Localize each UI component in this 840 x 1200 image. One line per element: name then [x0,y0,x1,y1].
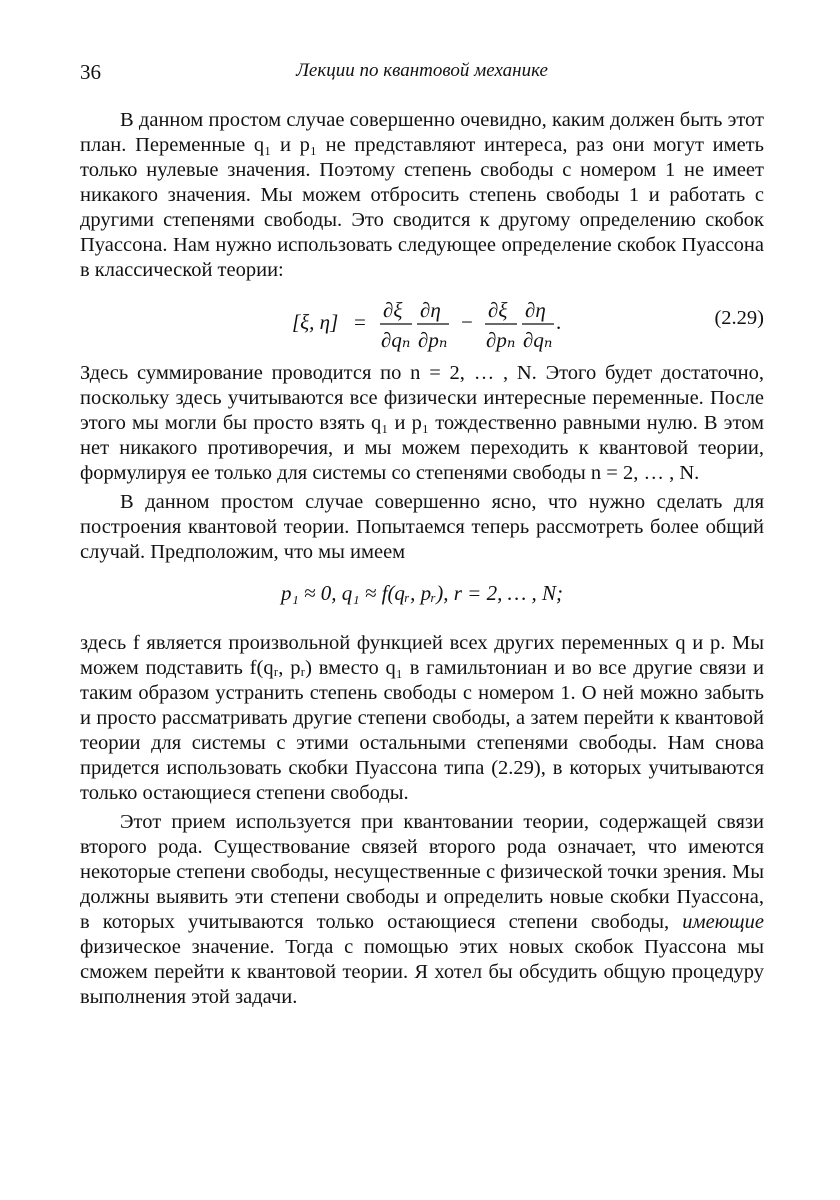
equation-2-29-svg [80,283,764,361]
eq-equals: = [354,310,366,334]
eq-t2-num-b: ∂η [525,298,546,322]
constraint-equation [80,565,764,625]
eq-t1-den-b: ∂pₙ [418,328,448,352]
page-number: 36 [80,60,101,84]
paragraph-4: здесь f является произвольной функцией всех других переменных q и p. Мы можем подставить f(qᵣ, pᵣ) вместо q₁ в гамильтониан и во все другие связи и таким образом устранить степень свободы с номером 1. О ней можно забыть и просто рассматривать другие степени свободы, а затем перейти к квантовой теории для системы с этими остальными степенями свободы. Нам снова придется использовать скобки Пуассона типа (2.29), в которых учитываются только остающиеся степени свободы. [80,632,764,804]
paragraph-5 [80,810,764,1010]
paragraph-2: Здесь суммирование проводится по n = 2, … , N. Этого будет достаточно, поскольку здесь учитываются все физически интересные переменные. После этого мы могли бы просто взять q₁ и p₁ тождественно равными нулю. В этом нет никакого противоречия, и мы можем переходить к квантовой теории, формулируя ее только для системы со степенями свободы n = 2, … , N. [80,362,764,484]
constraint-formula: p₁ ≈ 0, q₁ ≈ f(qᵣ, pᵣ), r = 2, … , N; [280,581,564,605]
body-text [80,108,764,1010]
eq-minus: − [461,310,473,334]
paragraph-1: В данном простом случае совершенно очевидно, каким должен быть этот план. Переменные q₁ и p₁ не представляют интереса, раз они могут иметь только нулевые значения. Поэтому степень свободы с номером 1 не имеет никакого значения. Мы можем отбросить степень свободы 1 и работать с другими степенями свободы. Это сводится к другому определению скобок Пуассона. Нам нужно использовать следующее определение скобок Пуассона в классической теории: [80,109,764,281]
eq-t1-den-a: ∂qₙ [381,328,411,352]
page-header [80,60,764,90]
equation-2-29 [80,283,764,361]
eq-t2-num-a: ∂ξ [488,298,508,322]
paragraph-5-text-b: физическое значение. Тогда с помощью этих новых скобок Пуассона мы сможем перейти к квантовой теории. Я хотел бы обсудить общую процедуру выполнения этой задачи. [80,936,764,1008]
eq-t2-den-b: ∂qₙ [523,328,553,352]
eq-t1-num-b: ∂η [420,298,441,322]
paragraph-3: В данном простом случае совершенно ясно, что нужно сделать для построения квантовой теории. Попытаемся теперь рассмотреть более общий случай. Предположим, что мы имеем [80,491,764,563]
equation-number: (2.29) [714,307,764,329]
eq-t2-den-a: ∂pₙ [486,328,516,352]
eq-t1-num-a: ∂ξ [383,298,403,322]
eq-lhs: [ξ, η] [292,310,339,334]
eq-period: . [556,310,562,334]
emphasis-word: имеющие [682,911,764,933]
running-title: Лекции по квантовой механике [296,60,548,81]
paragraph-5-text-a: Этот прием используется при квантовании теории, содержащей связи второго рода. Существование связей второго рода означает, что имеются некоторые степени свободы, несущественные с физической точки зрения. Мы должны выявить эти степени свободы и определить новые скобки Пуассона, в которых учитываются только остающиеся степени свободы, [80,811,764,933]
